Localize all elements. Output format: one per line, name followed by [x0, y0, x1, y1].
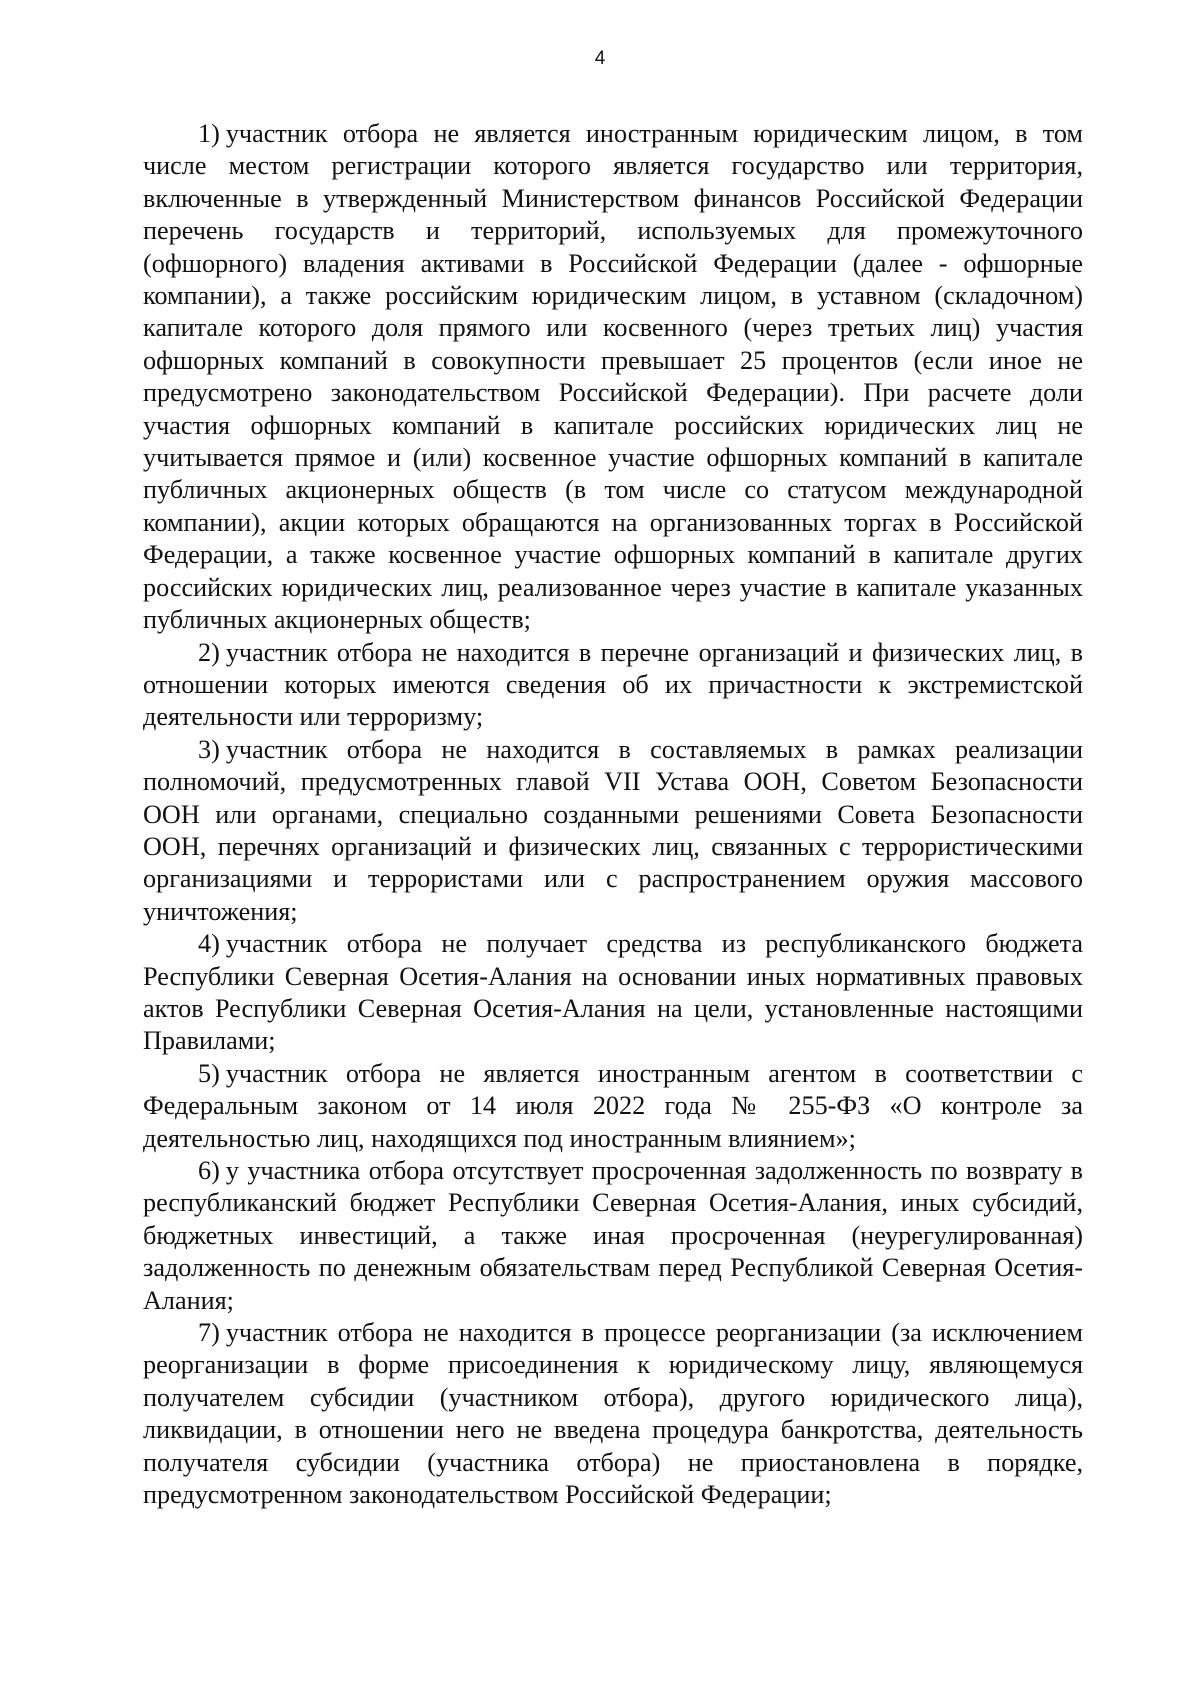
list-item-text: участник отбора не находится в перечне организаций и физических лиц, в отношении которых имеются сведения об их причастности к экстремистской деятельности или терроризму;: [143, 637, 1083, 732]
list-item-text: участник отбора не получает средства из республиканского бюджета Республики Северная Осетия-Алания на основании иных нормативных правовых актов Республики Северная Осетия-Алания на цели, установленные настоящими Правилами;: [143, 929, 1083, 1056]
list-item-number: 4): [198, 929, 220, 959]
list-item-text: участник отбора не является иностранным юридическим лицом, в том числе местом регистрации которого является государство или территория, включенные в утвержденный Министерством финансов Российской Федерации перечень государств и территорий, используемых для промежуточного (офшорного) владения активами в Российской Федерации (далее - офшорные компании), а также российским юридическим лицом, в уставном (складочном) капитале которого доля прямого или косвенного (через третьих лиц) участия офшорных компаний в совокупности превышает 25 процентов (если иное не предусмотрено законодательством Российской Федерации). При расчете доли участия офшорных компаний в капитале российских юридических лиц не учитывается прямое и (или) косвенное участие офшорных компаний в капитале публичных акционерных обществ (в том числе со статусом международной компании), акции которых обращаются на организованных торгах в Российской Федерации, а также косвенное участие офшорных компаний в капитале других российских юридических лиц, реализованное через участие в капитале указанных публичных акционерных обществ;: [143, 119, 1083, 635]
list-item-number: 5): [198, 1058, 220, 1088]
list-item-5: [143, 1058, 1083, 1155]
list-item-number: 7): [198, 1318, 220, 1348]
list-item-text: участник отбора не находится в процессе реорганизации (за исключением реорганизации в форме присоединения к юридическому лицу, являющемуся получателем субсидии (участником отбора), другого юридического лица), ликвидации, в отношении него не введена процедура банкротства, деятельность получателя субсидии (участника отбора) не приостановлена в порядке, предусмотренном законодательством Российской Федерации;: [143, 1318, 1083, 1510]
list-item-number: 2): [198, 637, 220, 667]
list-item-number: 1): [198, 119, 220, 148]
list-item-number: 6): [198, 1156, 220, 1185]
list-item-2: [143, 637, 1083, 734]
list-item-text: участник отбора не находится в составляемых в рамках реализации полномочий, предусмотренных главой VII Устава ООН, Советом Безопасности ООН или органами, специально созданными решениями Совета Безопасности ООН, перечнях организаций и физических лиц, связанных с террористическими организациями и террористами или с распространением оружия массового уничтожения;: [143, 734, 1083, 926]
list-item-number: 3): [198, 734, 220, 764]
list-item-text: участник отбора не является иностранным агентом в соответствии с Федеральным законом от 14 июля 2022 года № 255-ФЗ «О контроле за деятельностью лиц, находящихся под иностранным влиянием»;: [143, 1058, 1083, 1153]
list-item-4: [143, 928, 1083, 1058]
page-number: 4: [594, 48, 606, 69]
list-item-6: [143, 1155, 1083, 1317]
list-item-1: [143, 118, 1083, 637]
list-item-text: у участника отбора отсутствует просроченная задолженность по возврату в республиканский бюджет Республики Северная Осетия-Алания, иных субсидий, бюджетных инвестиций, а также иная просроченная (неурегулированная) задолженность по денежным обязательствам перед Республикой Северная Осетия-Алания;: [143, 1156, 1083, 1315]
list-item-3: [143, 734, 1083, 928]
list-item-7: [143, 1317, 1083, 1511]
document-body: [143, 118, 1083, 1511]
